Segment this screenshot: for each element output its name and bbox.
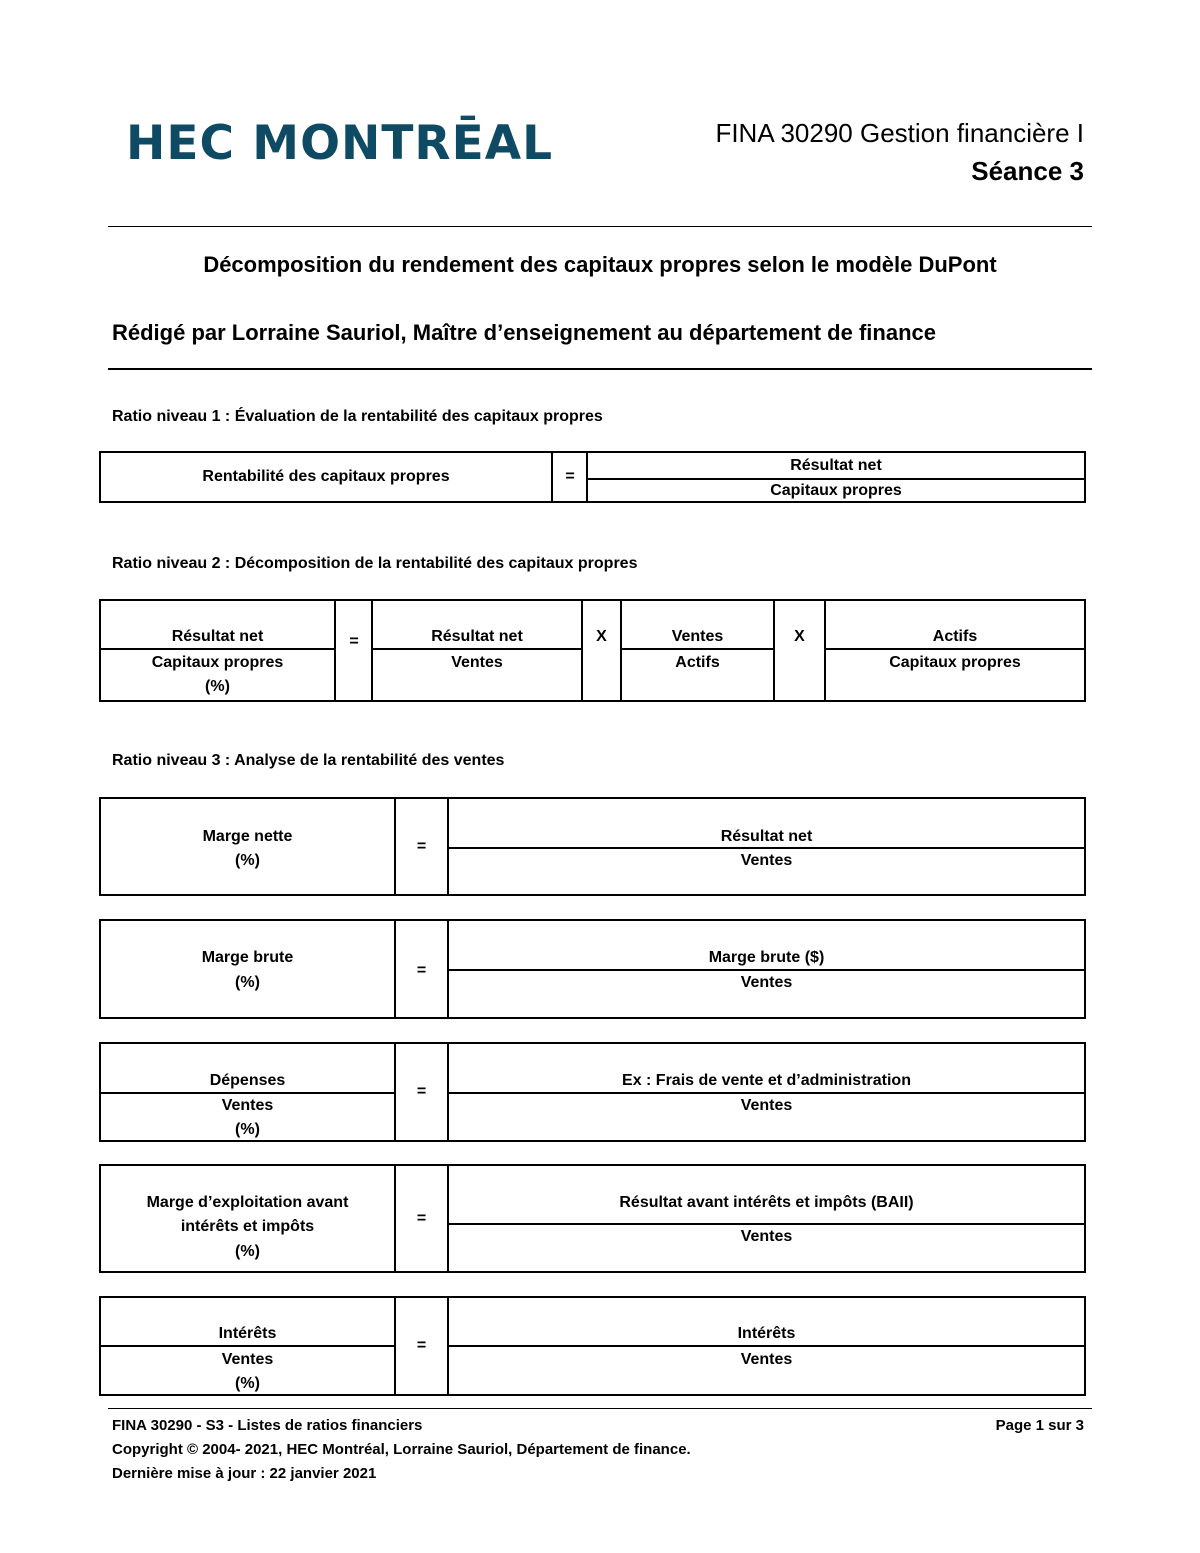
header-divider — [108, 226, 1092, 227]
level1-left-cell — [101, 453, 551, 501]
divider — [581, 601, 583, 700]
fraction-bar — [101, 1345, 394, 1347]
level3-ratio-table — [99, 1164, 1086, 1273]
title-divider — [108, 368, 1092, 370]
ratio-denominator: Ventes — [740, 852, 793, 869]
ratio-name-cont: intérêts et impôts — [180, 1218, 315, 1235]
level2-multiply-1: X — [596, 628, 607, 645]
level3-heading: Ratio niveau 3 : Analyse de la rentabilité des ventes — [112, 752, 505, 769]
ratio-numerator: Résultat avant intérêts et impôts (BAII) — [619, 1194, 914, 1211]
equals-cell — [396, 921, 447, 1021]
level1-denominator: Capitaux propres — [770, 482, 902, 499]
ratio-name: Marge brute — [201, 949, 294, 966]
equals-sign: = — [416, 837, 427, 855]
level1-left-label: Rentabilité des capitaux propres — [202, 468, 450, 485]
equals-sign: = — [349, 633, 359, 650]
level2-f1-numerator: Résultat net — [431, 628, 523, 645]
fraction-bar — [373, 648, 581, 650]
level1-heading: Ratio niveau 1 : Évaluation de la rentabilité des capitaux propres — [112, 408, 603, 425]
document-title: Décomposition du rendement des capitaux propres selon le modèle DuPont — [203, 252, 997, 277]
footer-doc-title: FINA 30290 - S3 - Listes de ratios financiers — [112, 1417, 423, 1434]
equals-sign: = — [416, 1337, 427, 1354]
level2-f2-denominator: Actifs — [675, 654, 720, 671]
level2-heading: Ratio niveau 2 : Décomposition de la rentabilité des capitaux propres — [112, 555, 638, 572]
equals-sign: = — [416, 1209, 427, 1227]
ratio-name: Intérêts — [218, 1325, 277, 1342]
ratio-unit: (%) — [235, 852, 260, 869]
ratio-denominator: Ventes — [740, 1351, 793, 1368]
ratio-unit: (%) — [235, 1243, 260, 1260]
ratio-unit: (%) — [235, 1121, 260, 1138]
equals-sign: = — [565, 468, 575, 485]
equals-cell — [396, 799, 447, 894]
level1-ratio-table — [99, 451, 1086, 503]
equals-sign: = — [416, 1083, 427, 1100]
ratio-numerator: Marge brute ($) — [708, 949, 825, 966]
ratio-name: Marge nette — [202, 828, 293, 845]
level2-f3-denominator: Capitaux propres — [889, 654, 1021, 671]
ratio-denominator-left: Ventes — [221, 1351, 274, 1368]
ratio-numerator: Résultat net — [720, 828, 813, 845]
ratio-denominator: Ventes — [740, 974, 793, 991]
ratio-name: Marge d’exploitation avant — [146, 1194, 349, 1211]
divider — [773, 601, 775, 700]
fraction-bar — [622, 648, 773, 650]
level3-ratio-table — [99, 1296, 1086, 1396]
level1-equals — [553, 453, 587, 501]
divider — [447, 1166, 449, 1271]
equals-sign: = — [416, 962, 427, 979]
level2-lhs-denominator: Capitaux propres — [151, 654, 284, 671]
hec-montreal-logo: HEC MONTRĒAL — [126, 116, 554, 171]
author-line: Rédigé par Lorraine Sauriol, Maître d’enseignement au département de finance — [112, 320, 936, 345]
level2-f1-denominator: Ventes — [451, 654, 503, 671]
ratio-numerator: Intérêts — [737, 1325, 796, 1342]
footer-copyright: Copyright © 2004- 2021, HEC Montréal, Lorraine Sauriol, Département de finance. — [112, 1441, 691, 1458]
ratio-name: Dépenses — [209, 1072, 286, 1089]
level2-equals — [336, 601, 372, 683]
page-number: Page 1 sur 3 — [995, 1417, 1084, 1434]
level3-ratio-table — [99, 1042, 1086, 1142]
ratio-denominator: Ventes — [740, 1097, 793, 1114]
equals-cell — [396, 1298, 447, 1394]
footer-divider — [108, 1408, 1092, 1409]
level3-ratio-table — [99, 797, 1086, 896]
level1-numerator: Résultat net — [790, 457, 882, 474]
course-header — [715, 114, 1084, 190]
level2-lhs-numerator: Résultat net — [171, 628, 264, 645]
level2-multiply-2: X — [794, 628, 805, 645]
level2-f3-numerator: Actifs — [932, 628, 978, 645]
equals-cell — [396, 1166, 447, 1271]
course-title: FINA 30290 Gestion financière I — [715, 118, 1084, 148]
level2-f2-numerator: Ventes — [671, 628, 724, 645]
ratio-numerator: Ex : Frais de vente et d’administration — [622, 1072, 911, 1089]
ratio-unit: (%) — [235, 1375, 260, 1392]
level2-lhs-unit: (%) — [205, 678, 230, 695]
footer — [112, 1414, 691, 1486]
ratio-denominator: Ventes — [740, 1228, 793, 1245]
fraction-bar — [826, 648, 1084, 650]
level3-ratio-table — [99, 919, 1086, 1019]
ratio-denominator-left: Ventes — [221, 1097, 274, 1114]
fraction-bar — [449, 1345, 1084, 1347]
equals-cell — [396, 1044, 447, 1140]
level2-ratio-table — [99, 599, 1086, 702]
footer-last-update: Dernière mise à jour : 22 janvier 2021 — [112, 1465, 377, 1482]
ratio-unit: (%) — [235, 974, 260, 991]
session-label: Séance 3 — [971, 156, 1084, 186]
fraction-bar — [101, 648, 334, 650]
